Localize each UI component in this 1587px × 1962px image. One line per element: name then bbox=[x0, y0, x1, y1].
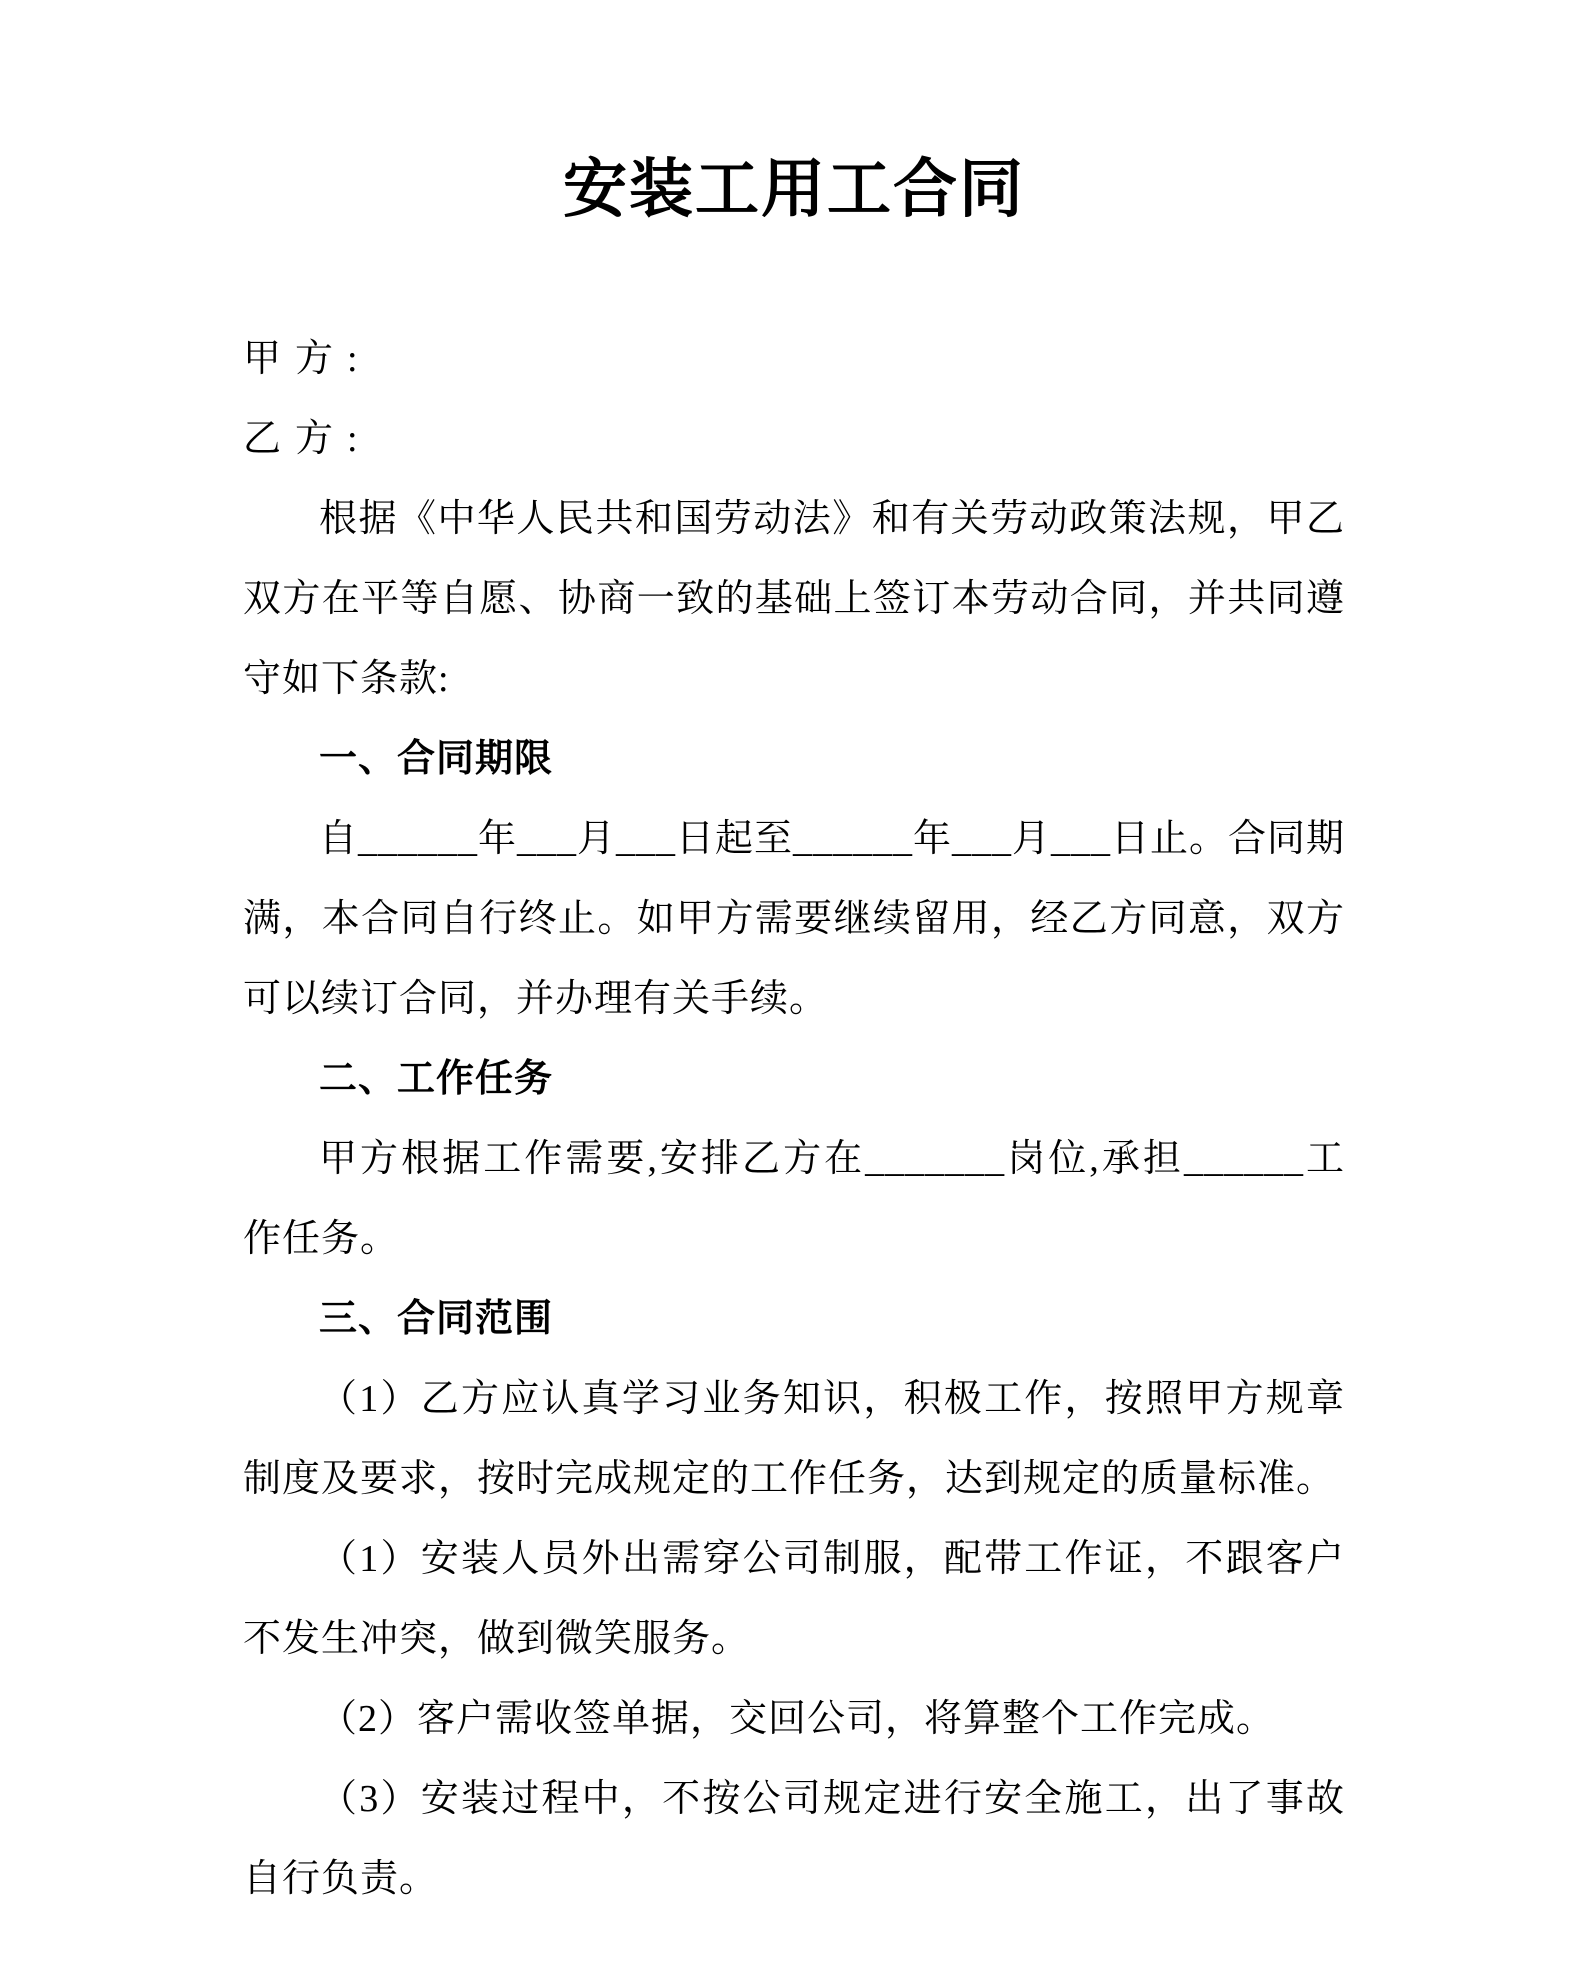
section-2-post-blanks-line: 甲方根据工作需要,安排乙方在_______岗位,承担______工 bbox=[319, 1138, 1345, 1180]
clause-1-line-2: 制度及要求，按时完成规定的工作任务，达到规定的质量标准。 bbox=[243, 1458, 1336, 1500]
preamble-line-1: 根据《中华人民共和国劳动法》和有关劳动政策法规，甲乙 bbox=[319, 498, 1345, 540]
preamble-line-3: 守如下条款: bbox=[243, 658, 450, 700]
clause-1b-line-2: 不发生冲突，做到微笑服务。 bbox=[243, 1618, 751, 1660]
section-1-term-blanks-line: 自______年___月___日起至______年___月___日止。合同期 bbox=[319, 818, 1346, 860]
party-b-label: 乙方: bbox=[243, 418, 372, 460]
clause-1b-line-1: （1）安装人员外出需穿公司制服，配带工作证，不跟客户 bbox=[319, 1538, 1345, 1580]
preamble-line-2: 双方在平等自愿、协商一致的基础上签订本劳动合同，并共同遵 bbox=[243, 578, 1345, 620]
clause-2-line: （2）客户需收签单据，交回公司，将算整个工作完成。 bbox=[319, 1698, 1276, 1740]
clause-1-line-1: （1）乙方应认真学习业务知识，积极工作，按照甲方规章 bbox=[319, 1378, 1345, 1420]
document-title: 安装工用工合同 bbox=[563, 154, 1025, 225]
section-2-heading: 二、工作任务 bbox=[319, 1058, 554, 1100]
section-1-line-3: 可以续订合同，并办理有关手续。 bbox=[243, 978, 829, 1020]
clause-3-line-2: 自行负责。 bbox=[243, 1858, 439, 1900]
clause-3-line-1: （3）安装过程中，不按公司规定进行安全施工，出了事故 bbox=[319, 1778, 1345, 1820]
section-2-line-2: 作任务。 bbox=[243, 1218, 400, 1260]
section-3-heading: 三、合同范围 bbox=[319, 1298, 554, 1340]
section-1-line-2: 满，本合同自行终止。如甲方需要继续留用，经乙方同意，双方 bbox=[243, 898, 1345, 940]
section-1-heading: 一、合同期限 bbox=[319, 738, 554, 780]
party-a-label: 甲方: bbox=[243, 338, 372, 380]
